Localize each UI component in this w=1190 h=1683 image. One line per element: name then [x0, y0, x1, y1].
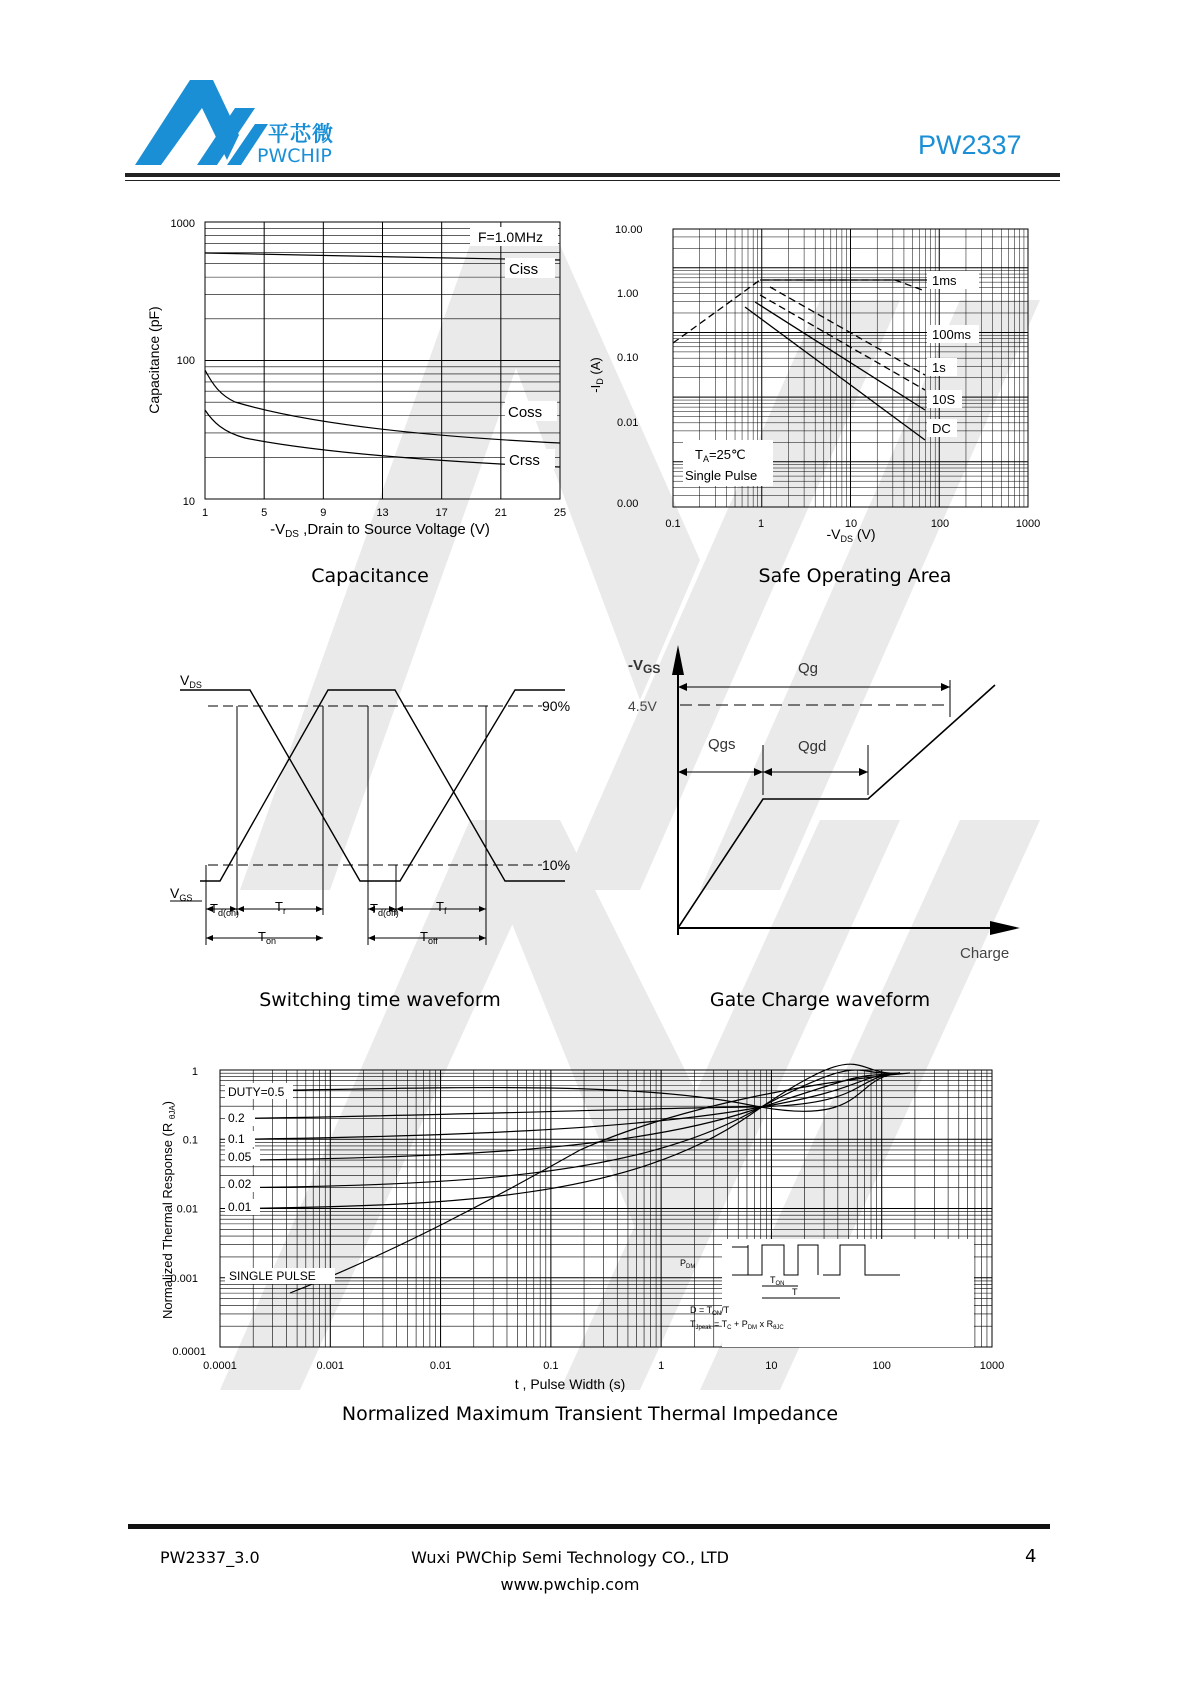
soa-10s-label: 10S [932, 392, 956, 407]
inset-d-formula: $D = T_{ON}/T$ [690, 1305, 730, 1317]
thermal-xtick: 0.001 [316, 1360, 345, 1372]
cap-xtick: 21 [494, 507, 507, 519]
thermal-curve [245, 1064, 900, 1208]
cap-xtick: 1 [201, 507, 209, 519]
qg-label: Qg [798, 660, 819, 677]
thermal-xlabel: t , Pulse Width (s) [514, 1376, 626, 1392]
footer-rule [128, 1524, 1050, 1529]
level-4v5-label: 4.5V [628, 698, 657, 714]
soa-10s [755, 302, 925, 410]
header-rule-thin [125, 180, 1060, 181]
soa-caption: Safe Operating Area [758, 565, 952, 587]
thermal-xtick: 100 [872, 1360, 891, 1372]
soa-xtick-100: 100 [930, 518, 950, 530]
level-90-label: 90% [542, 698, 571, 714]
thermal-ytick: 0.001 [170, 1272, 198, 1285]
switching-waveform [170, 655, 610, 965]
cap-ytick-10: 10 [182, 496, 195, 508]
cap-xtick: 17 [435, 507, 448, 519]
gate-charge-caption: Gate Charge waveform [709, 989, 931, 1011]
charge-label: Charge [960, 945, 1010, 962]
soa-temp-label: $T_A=25℃$ [695, 447, 746, 464]
capacitance-chart [145, 210, 575, 550]
duty-02-label: 0.2 [228, 1111, 245, 1125]
td-off-label: $T_{d(off)}$ [370, 901, 399, 918]
footer-website: www.pwchip.com [500, 1575, 640, 1594]
soa-ytick-0: 0.00 [617, 498, 639, 510]
soa-100ms [770, 287, 925, 375]
company-logo [135, 80, 265, 165]
soa-1ms-label: 1ms [932, 273, 957, 288]
soa-chart [588, 215, 1055, 555]
header-rule [125, 173, 1060, 177]
switching-caption: Switching time waveform [259, 989, 501, 1011]
soa-100ms-label: 100ms [932, 327, 972, 342]
qgs-label: Qgs [708, 736, 736, 753]
soa-dc-label: DC [932, 421, 951, 436]
footer-page-number: 4 [1025, 1546, 1037, 1567]
thermal-ytick: 0.0001 [172, 1346, 206, 1358]
tr-label: $T_r$ [275, 899, 286, 916]
soa-xtick-1000: 1000 [1015, 518, 1041, 530]
thermal-xtick: 10 [765, 1360, 778, 1372]
soa-ytick-0.1: 0.10 [617, 352, 639, 364]
cap-freq-label: F=1.0MHz [478, 229, 543, 245]
vds-waveform [180, 690, 565, 881]
ton-label: $T_{on}$ [258, 929, 276, 946]
pulse-inset [722, 1239, 974, 1347]
duty-005-label: 0.05 [228, 1150, 252, 1164]
duty-001-label: 0.01 [228, 1200, 252, 1214]
single-pulse-label: SINGLE PULSE [229, 1269, 316, 1283]
ciss-label: Ciss [509, 261, 539, 278]
cap-ytick-100: 100 [176, 355, 195, 367]
cap-ylabel: Capacitance (pF) [146, 306, 162, 414]
soa-1s-label: 1s [932, 360, 946, 375]
soa-xtick-1: 1 [757, 518, 765, 530]
inset-pdm-label: $P_{DM}$ [680, 1258, 696, 1270]
thermal-caption: Normalized Maximum Transient Thermal Impedance [341, 1403, 839, 1425]
thermal-xtick: 0.0001 [203, 1360, 237, 1372]
gate-charge-curve [678, 685, 995, 928]
soa-ylabel: $-I_D$ (A) [588, 357, 605, 393]
thermal-xtick: 1000 [979, 1360, 1005, 1372]
brand-name-en: PWCHIP [257, 145, 332, 167]
soa-xtick-0.1: 0.1 [665, 518, 681, 530]
soa-ytick-0.01: 0.01 [617, 417, 639, 429]
cap-xtick: 5 [261, 507, 268, 519]
soa-ytick-1: 1.00 [617, 288, 639, 300]
capacitance-caption: Capacitance [311, 565, 429, 587]
inset-ton-label: $T_{ON}$ [770, 1275, 785, 1287]
footer-doc-id: PW2337_3.0 [160, 1548, 260, 1567]
level-10-label: 10% [542, 857, 571, 873]
footer-company: Wuxi PWChip Semi Technology CO., LTD [411, 1548, 729, 1567]
cap-xtick: 25 [553, 507, 567, 519]
thermal-ytick: 1 [191, 1066, 198, 1078]
duty-01-label: 0.1 [228, 1132, 245, 1146]
gate-charge-waveform [620, 645, 1040, 965]
cap-xtick: 9 [320, 507, 327, 519]
thermal-curve [245, 1073, 900, 1111]
thermal-xtick: 0.01 [429, 1360, 452, 1372]
cap-xlabel: $-V_{DS}$ ,Drain to Source Voltage (V) [270, 521, 490, 540]
thermal-impedance-chart [150, 1065, 1050, 1400]
inset-t-label: T [792, 1287, 798, 1297]
brand-name-cn: 平芯微 [268, 122, 334, 146]
tf-label: $T_f$ [436, 899, 447, 916]
soa-ytick-10: 10.00 [615, 224, 643, 236]
vgs-axis-label: $-V_{GS}$ [628, 657, 661, 676]
inset-tj-formula: $T_{Jpeak} = T_C + P_{DM}$ x $R_{\theta JC}$ [690, 1319, 784, 1331]
duty-05-label: DUTY=0.5 [228, 1085, 285, 1099]
toff-label: $T_{off}$ [420, 929, 438, 946]
vds-label: $V_{DS}$ [180, 672, 202, 690]
y-axis-arrow [672, 645, 684, 675]
cap-xtick: 13 [376, 507, 389, 519]
x-axis-arrow [990, 921, 1020, 935]
thermal-xtick: 0.1 [543, 1360, 559, 1372]
part-number-header: PW2337 [918, 130, 1022, 160]
td-on-label: $T_{d(on)}$ [210, 901, 239, 918]
coss-label: Coss [508, 404, 543, 421]
cap-ytick-1000: 1000 [170, 218, 195, 230]
thermal-ytick: 0.1 [182, 1134, 198, 1147]
soa-xtick-10: 10 [844, 518, 858, 530]
soa-xlabel: $-V_{DS}$ (V) [826, 526, 876, 544]
vgs-waveform [200, 690, 565, 881]
duty-002-label: 0.02 [228, 1177, 252, 1191]
soa-dc [745, 307, 925, 440]
soa-boundary-dashed [673, 280, 925, 343]
thermal-ytick: 0.01 [176, 1203, 198, 1216]
thermal-ylabel: Normalized Thermal Response (R $_{\theta JA}$) [160, 1100, 177, 1320]
thermal-xtick: 1 [658, 1360, 665, 1372]
qgd-label: Qgd [798, 738, 827, 755]
soa-pulse-label: Single Pulse [685, 468, 758, 483]
vgs-label: $V_{GS}$ [170, 885, 193, 903]
crss-label: Crss [509, 452, 540, 469]
